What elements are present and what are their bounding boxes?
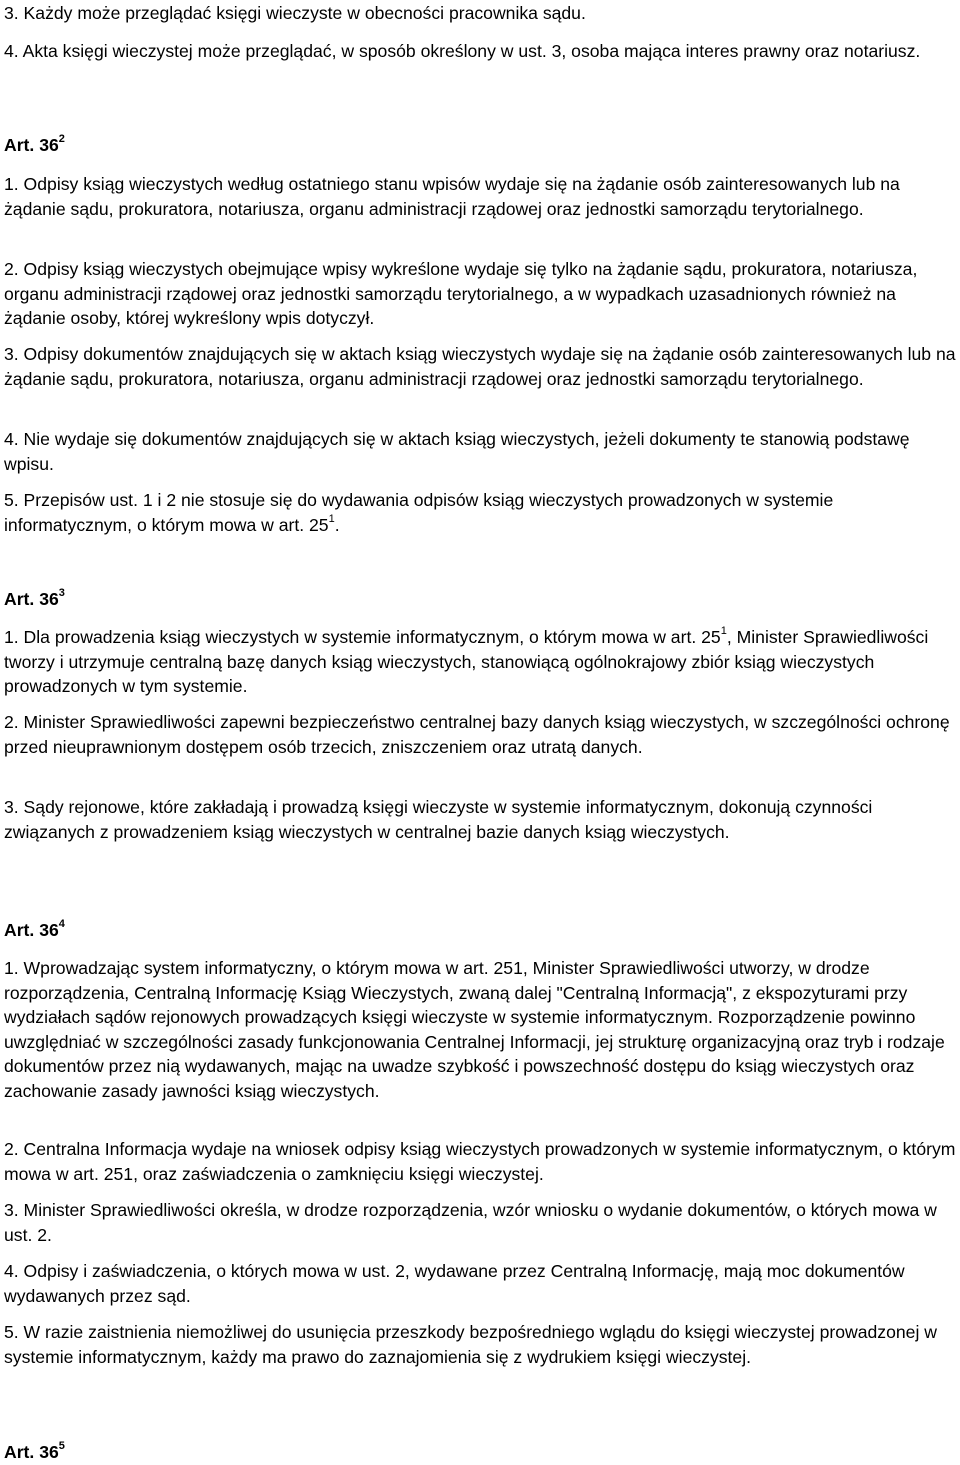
paragraph: 2. Minister Sprawiedliwości zapewni bezpieczeństwo centralnej bazy danych ksiąg wieczystych, w szczególności ochronę przed nieuprawnionym dostępem osób trzecich, zniszczeniem oraz utratą danych. bbox=[4, 712, 950, 757]
article-superscript: 5 bbox=[58, 1440, 65, 1453]
superscript: 1 bbox=[720, 625, 727, 638]
paragraph: 2. Odpisy ksiąg wieczystych obejmujące wpisy wykreślone wydaje się tylko na żądanie sądu, prokuratora, notariusza, organu administracji rządowej oraz jednostki samorządu terytorialnego, a w wypadkach uzasadnionych również na żądanie osoby, której wykreślony wpis dotyczył. bbox=[4, 259, 918, 328]
paragraph: 2. Centralna Informacja wydaje na wniosek odpisy ksiąg wieczystych prowadzonych w systemie informatycznym, o którym mowa w art. 251, oraz zaświadczenia o zamknięciu księgi wieczystej. bbox=[4, 1139, 956, 1184]
paragraph-text: 1. Dla prowadzenia ksiąg wieczystych w systemie informatycznym, o którym mowa w art. 25 bbox=[4, 627, 721, 647]
article-superscript: 3 bbox=[58, 587, 65, 600]
paragraph: 3. Odpisy dokumentów znajdujących się w aktach ksiąg wieczystych wydaje się na żądanie osób zainteresowanych lub na żądanie sądu, prokuratora, notariusza, organu administracji rządowej oraz jednostki samorządu terytorialnego. bbox=[4, 344, 956, 389]
paragraph: 4. Nie wydaje się dokumentów znajdujących się w aktach ksiąg wieczystych, jeżeli dokumenty te stanowią podstawę wpisu. bbox=[4, 429, 910, 474]
article-heading bbox=[4, 1440, 65, 1465]
article-heading-text: Art. 36 bbox=[4, 1442, 59, 1462]
paragraph: 4. Akta księgi wieczystej może przeglądać, w sposób określony w ust. 3, osoba mająca interes prawny oraz notariusz. bbox=[4, 41, 921, 61]
article-heading-text: Art. 36 bbox=[4, 920, 59, 940]
paragraph-text: , Minister Sprawiedliwości tworzy i utrzymuje centralną bazę danych ksiąg wieczystych, stanowiącą ogólnokrajowy zbiór ksiąg wieczystych prowadzonych w tym systemie. bbox=[4, 627, 929, 696]
superscript: 1 bbox=[328, 512, 335, 525]
article-heading bbox=[4, 918, 65, 943]
article-superscript: 2 bbox=[58, 133, 65, 146]
paragraph-text: . bbox=[334, 514, 340, 535]
article-heading-text: Art. 36 bbox=[4, 589, 59, 609]
paragraph: 5. W razie zaistnienia niemożliwej do usunięcia przeszkody bezpośredniego wglądu do księgi wieczystej prowadzonej w systemie informatycznym, każdy ma prawo do zaznajomienia się z wydrukiem księgi wieczystej. bbox=[4, 1322, 937, 1367]
article-heading-text: Art. 36 bbox=[4, 135, 59, 155]
paragraph: 1. Odpisy ksiąg wieczystych według ostatniego stanu wpisów wydaje się na żądanie osób zainteresowanych lub na żądanie sądu, prokuratora, notariusza, organu administracji rządowej oraz jednostki samorządu terytorialnego. bbox=[4, 174, 900, 219]
article-superscript: 4 bbox=[58, 918, 65, 931]
paragraph: 3. Sądy rejonowe, które zakładają i prowadzą księgi wieczyste w systemie informatycznym, dokonują czynności związanych z prowadzeniem ksiąg wieczystych w centralnej bazie danych ksiąg wieczystych. bbox=[4, 797, 873, 842]
paragraph: 1. Wprowadzając system informatyczny, o którym mowa w art. 251, Minister Sprawiedliwości utworzy, w drodze rozporządzenia, Centralną Informację Ksiąg Wieczystych, zwaną dalej "Centralną Informacją", z ekspozyturami przy wydziałach sądów rejonowych prowadzących księgi wieczyste w systemie informatycznym. Rozporządzenie powinno uwzględniać w szczególności zasady funkcjonowania Centralnej Informacji, jej strukturę organizacyjną oraz tryb i rodzaje dokumentów przez nią wydawanych, mając na uwadze szybkość i powszechność dostępu do ksiąg wieczystych oraz zachowanie zasady jawności ksiąg wieczystych. bbox=[4, 958, 945, 1101]
paragraph bbox=[4, 625, 956, 699]
article-heading bbox=[4, 133, 65, 158]
paragraph: 4. Odpisy i zaświadczenia, o których mowa w ust. 2, wydawane przez Centralną Informację, mają moc dokumentów wydawanych przez sąd. bbox=[4, 1261, 905, 1306]
article-heading bbox=[4, 587, 65, 612]
paragraph: 3. Minister Sprawiedliwości określa, w drodze rozporządzenia, wzór wniosku o wydanie dokumentów, o których mowa w ust. 2. bbox=[4, 1200, 937, 1245]
paragraph-text: 5. Przepisów ust. 1 i 2 nie stosuje się do wydawania odpisów ksiąg wieczystych prowadzonych w systemie informatycznym, o którym mowa w art. 25 bbox=[4, 490, 834, 535]
paragraph: 3. Każdy może przeglądać księgi wieczyste w obecności pracownika sądu. bbox=[4, 3, 586, 23]
paragraph bbox=[4, 488, 956, 537]
